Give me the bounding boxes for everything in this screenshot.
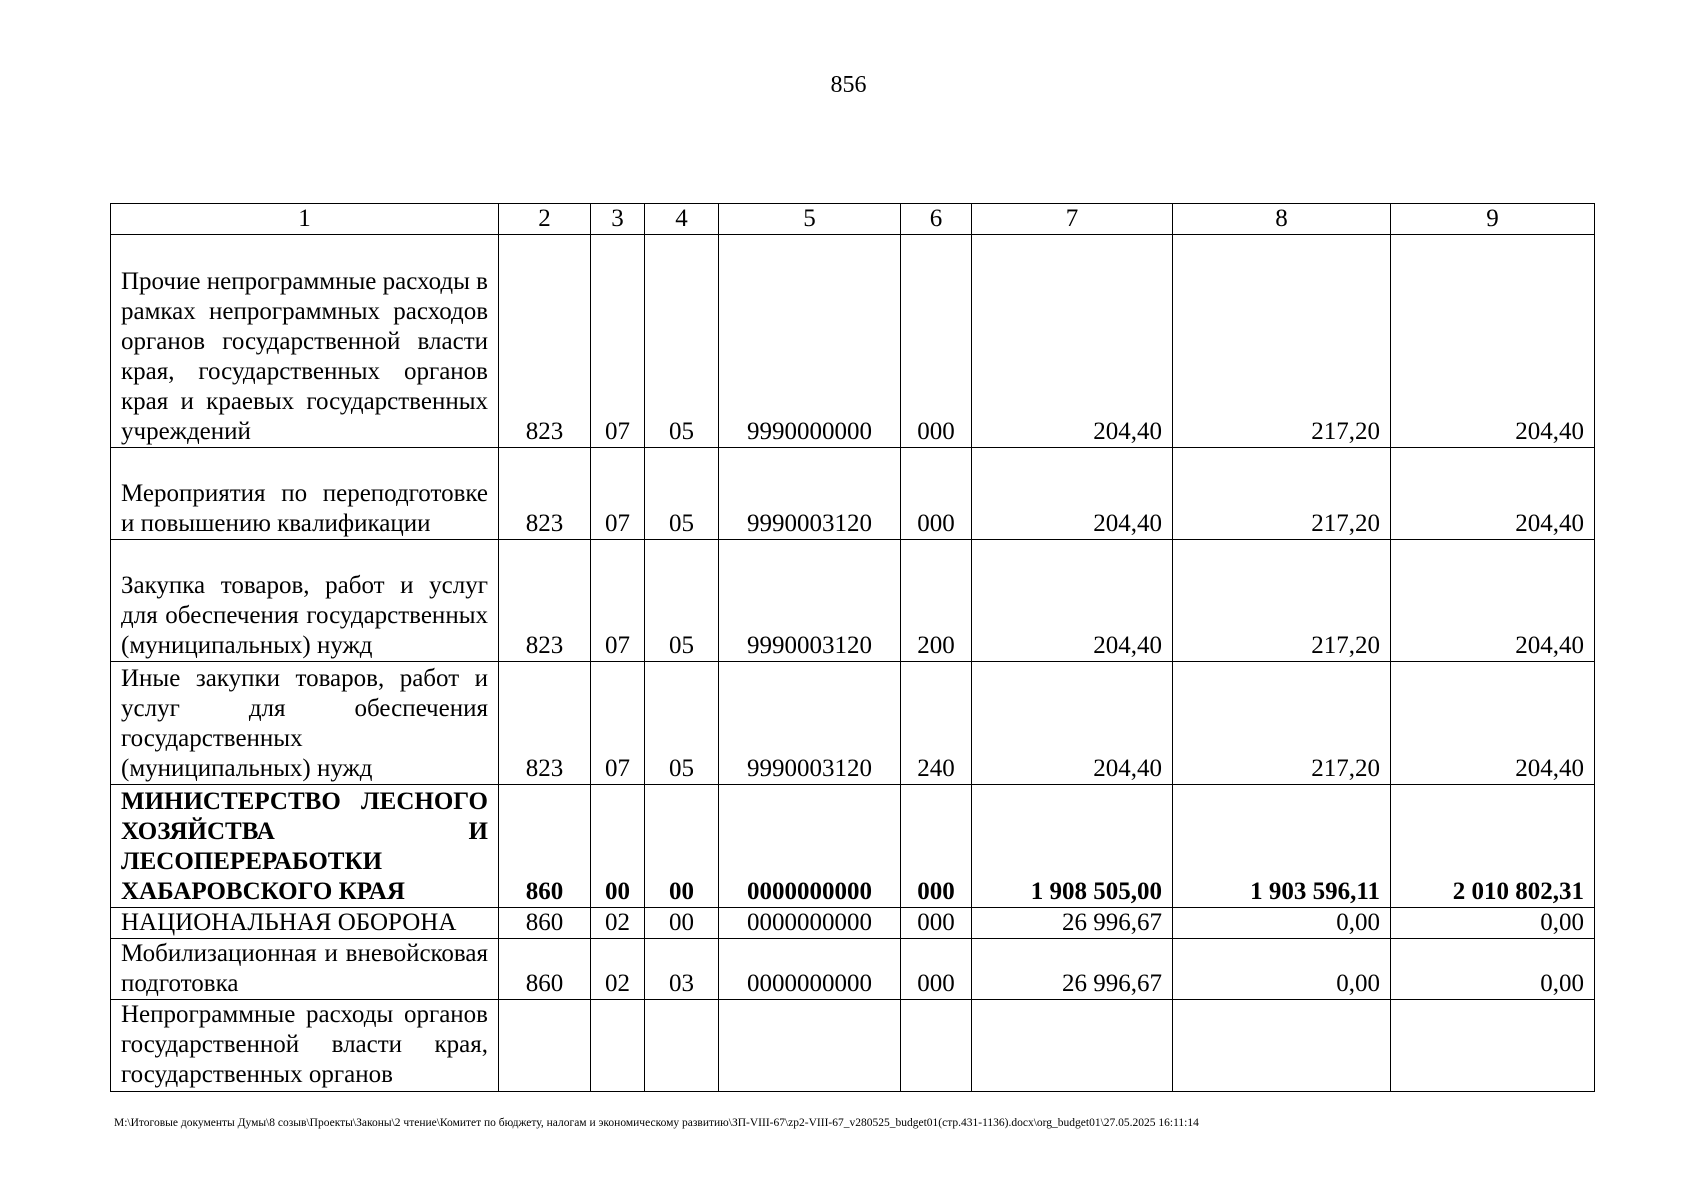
row-amount-col9: 204,40: [1391, 235, 1595, 448]
header-cell-4: 4: [645, 204, 719, 235]
row-expense-type: 000: [901, 448, 972, 540]
row-name: Непрограммные расходы органов государственной власти края, государственных органов: [111, 1000, 499, 1092]
row-ministry-code: 823: [499, 235, 591, 448]
table-row: [111, 908, 1595, 939]
header-cell-9: 9: [1391, 204, 1595, 235]
row-amount-col8: 0,00: [1173, 939, 1391, 1000]
table-row: [111, 785, 1595, 908]
row-amount-col7: 26 996,67: [972, 939, 1173, 1000]
header-cell-5: 5: [719, 204, 901, 235]
row-amount-col8: 217,20: [1173, 540, 1391, 662]
row-ministry-code: 823: [499, 662, 591, 785]
row-target-article: 9990003120: [719, 662, 901, 785]
row-subsection: 00: [645, 908, 719, 939]
row-ministry-code: 860: [499, 785, 591, 908]
row-amount-col8: 1 903 596,11: [1173, 785, 1391, 908]
row-amount-col8: 217,20: [1173, 448, 1391, 540]
row-amount-col8: 217,20: [1173, 235, 1391, 448]
row-expense-type: 000: [901, 785, 972, 908]
row-subsection: 05: [645, 662, 719, 785]
table-header-row: [111, 204, 1595, 235]
row-expense-type: 000: [901, 908, 972, 939]
row-name: Прочие непрограммные расходы в рамках непрограммных расходов органов государственной власти края, государственных органов края и краевых государственных учреждений: [111, 235, 499, 448]
row-amount-col9: 204,40: [1391, 540, 1595, 662]
row-section: 02: [591, 908, 645, 939]
row-name: Мобилизационная и вневойсковая подготовка: [111, 939, 499, 1000]
budget-table: [110, 203, 1595, 1092]
row-expense-type: 000: [901, 235, 972, 448]
table-row: [111, 540, 1595, 662]
row-ministry-code: 823: [499, 448, 591, 540]
row-expense-type: [901, 1000, 972, 1092]
row-section: 00: [591, 785, 645, 908]
row-subsection: 05: [645, 540, 719, 662]
row-target-article: 0000000000: [719, 908, 901, 939]
row-ministry-code: 860: [499, 908, 591, 939]
row-amount-col9: 0,00: [1391, 908, 1595, 939]
row-section: 07: [591, 235, 645, 448]
row-section: [591, 1000, 645, 1092]
header-cell-6: 6: [901, 204, 972, 235]
header-cell-2: 2: [499, 204, 591, 235]
row-amount-col9: 204,40: [1391, 448, 1595, 540]
row-amount-col7: 204,40: [972, 662, 1173, 785]
header-cell-1: 1: [111, 204, 499, 235]
table-row: [111, 1000, 1595, 1092]
row-name: НАЦИОНАЛЬНАЯ ОБОРОНА: [111, 908, 499, 939]
row-subsection: 05: [645, 235, 719, 448]
row-amount-col8: [1173, 1000, 1391, 1092]
row-target-article: 9990003120: [719, 540, 901, 662]
row-target-article: 9990003120: [719, 448, 901, 540]
row-amount-col7: 204,40: [972, 448, 1173, 540]
row-name: Мероприятия по переподготовке и повышению квалификации: [111, 448, 499, 540]
row-amount-col7: [972, 1000, 1173, 1092]
row-target-article: 9990000000: [719, 235, 901, 448]
page-number: 856: [830, 72, 867, 98]
row-name: МИНИСТЕРСТВО ЛЕСНОГО ХОЗЯЙСТВА И ЛЕСОПЕРЕРАБОТКИ ХАБАРОВСКОГО КРАЯ: [111, 785, 499, 908]
table-row: [111, 235, 1595, 448]
row-amount-col9: 2 010 802,31: [1391, 785, 1595, 908]
row-amount-col8: 217,20: [1173, 662, 1391, 785]
row-target-article: 0000000000: [719, 785, 901, 908]
row-section: 07: [591, 448, 645, 540]
table-row: [111, 939, 1595, 1000]
row-section: 02: [591, 939, 645, 1000]
header-cell-7: 7: [972, 204, 1173, 235]
row-expense-type: 200: [901, 540, 972, 662]
row-ministry-code: 823: [499, 540, 591, 662]
row-amount-col7: 1 908 505,00: [972, 785, 1173, 908]
row-name: Иные закупки товаров, работ и услуг для обеспечения государственных (муниципальных) нужд: [111, 662, 499, 785]
header-cell-3: 3: [591, 204, 645, 235]
header-cell-8: 8: [1173, 204, 1391, 235]
row-subsection: 05: [645, 448, 719, 540]
row-amount-col7: 204,40: [972, 540, 1173, 662]
row-subsection: 03: [645, 939, 719, 1000]
row-target-article: [719, 1000, 901, 1092]
row-name: Закупка товаров, работ и услуг для обеспечения государственных (муниципальных) нужд: [111, 540, 499, 662]
row-expense-type: 000: [901, 939, 972, 1000]
row-ministry-code: [499, 1000, 591, 1092]
row-ministry-code: 860: [499, 939, 591, 1000]
row-amount-col9: 0,00: [1391, 939, 1595, 1000]
table-row: [111, 448, 1595, 540]
row-amount-col8: 0,00: [1173, 908, 1391, 939]
row-amount-col7: 204,40: [972, 235, 1173, 448]
document-path-footer: M:\Итоговые документы Думы\8 созыв\Проекты\Законы\2 чтение\Комитет по бюджету, налогам и экономическому развитию\ЗП-VIII-67\zp2-VIII-67_v280525_budget01(стр.431-1136).docx\org_budget01\27.05.2025 16:11:14: [114, 1117, 1199, 1129]
row-section: 07: [591, 662, 645, 785]
row-subsection: [645, 1000, 719, 1092]
row-amount-col9: [1391, 1000, 1595, 1092]
row-subsection: 00: [645, 785, 719, 908]
row-amount-col9: 204,40: [1391, 662, 1595, 785]
table-row: [111, 662, 1595, 785]
row-section: 07: [591, 540, 645, 662]
row-target-article: 0000000000: [719, 939, 901, 1000]
row-amount-col7: 26 996,67: [972, 908, 1173, 939]
row-expense-type: 240: [901, 662, 972, 785]
